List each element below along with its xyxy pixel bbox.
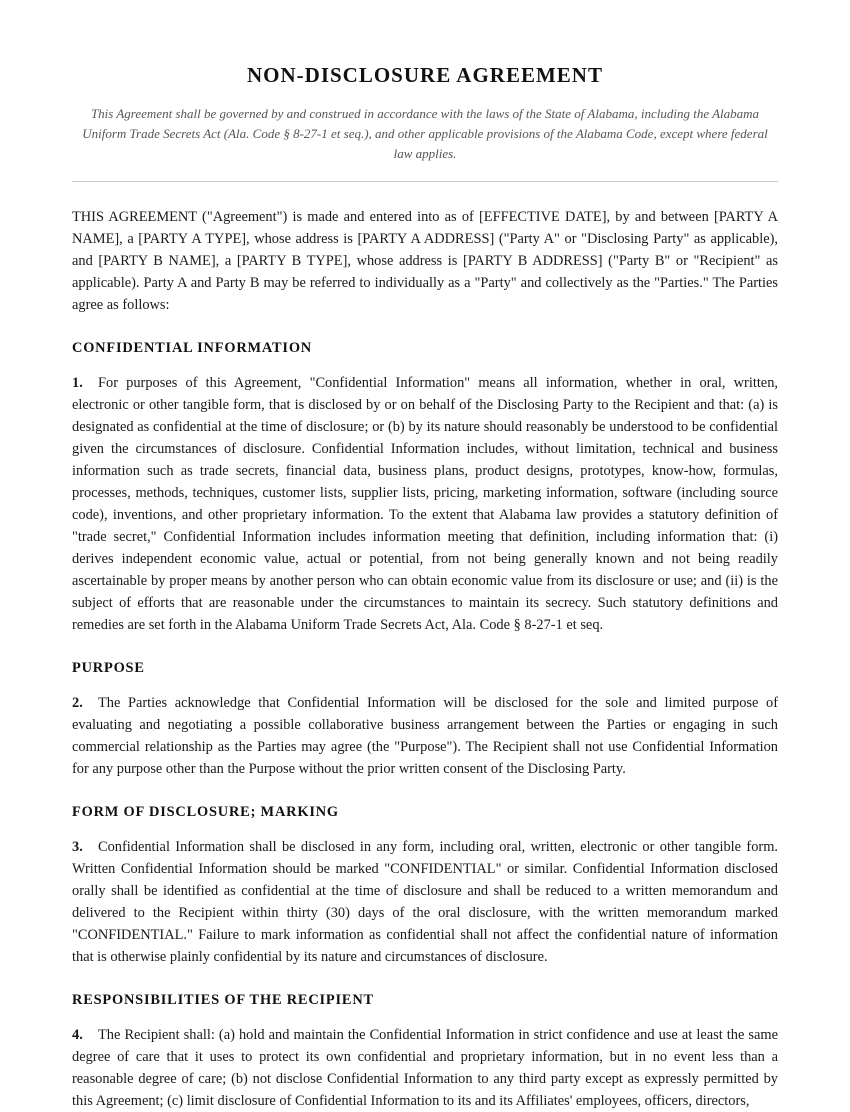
clause-text: The Parties acknowledge that Confidential Information will be disclosed for the sole and limited purpose of evaluating and negotiating a possible collaborative business arrangement between the Parties or engaging in such commercial relationship as the Parties may agree (the "Purpose"). The Recipient shall not use Confidential Information for any purpose other than the Purpose without the prior written consent of the Disclosing Party.	[72, 695, 778, 777]
section-heading: FORM OF DISCLOSURE; MARKING	[72, 804, 339, 820]
section-responsibilities	[72, 989, 778, 1112]
section-purpose	[72, 657, 778, 780]
document-page	[72, 0, 778, 1112]
clause-paragraph	[72, 1024, 778, 1112]
section-heading: PURPOSE	[72, 660, 145, 676]
clause-number: 4.	[72, 1027, 83, 1043]
document-title: NON-DISCLOSURE AGREEMENT	[247, 63, 603, 87]
clause-number: 2.	[72, 695, 83, 711]
clause-text: The Recipient shall: (a) hold and maintain the Confidential Information in strict confidence and use at least the same degree of care that it uses to protect its own confidential and proprietary information, but in no event less than a reasonable degree of care; (b) not disclose Confidential Information to any third party except as expressly permitted by this Agreement; (c) limit disclosure of Confidential Information to its and its Affiliates' employees, officers, directors,	[72, 1027, 778, 1109]
clause-text: Confidential Information shall be disclosed in any form, including oral, written, electronic or other tangible form. Written Confidential Information should be marked "CONFIDENTIAL" or similar. Confidential Information disclosed orally shall be identified as confidential at the time of disclosure and shall be reduced to a written memorandum and delivered to the Recipient within thirty (30) days of the oral disclosure, with the written memorandum marked "CONFIDENTIAL." Failure to mark information as confidential shall not affect the confidential nature of information that is otherwise plainly confidential by its nature and circumstances of disclosure.	[72, 839, 778, 965]
section-confidential-information	[72, 337, 778, 636]
clause-paragraph	[72, 692, 778, 780]
divider	[72, 181, 778, 182]
section-heading: RESPONSIBILITIES OF THE RECIPIENT	[72, 992, 374, 1008]
intro-paragraph: THIS AGREEMENT ("Agreement") is made and entered into as of [EFFECTIVE DATE], by and between [PARTY A NAME], a [PARTY A TYPE], whose address is [PARTY A ADDRESS] ("Party A" or "Disclosing Party" as applicable), and [PARTY B NAME], a [PARTY B TYPE], whose address is [PARTY B ADDRESS] ("Party B" or "Recipient" as applicable). Party A and Party B may be referred to individually as a "Party" and collectively as the "Parties." The Parties agree as follows:	[72, 209, 778, 313]
clause-number: 1.	[72, 375, 83, 391]
section-form-of-disclosure	[72, 801, 778, 968]
clause-paragraph	[72, 836, 778, 968]
clause-number: 3.	[72, 839, 83, 855]
section-heading: CONFIDENTIAL INFORMATION	[72, 340, 313, 356]
clause-text: For purposes of this Agreement, "Confidential Information" means all information, whether in oral, written, electronic or other tangible form, that is disclosed by or on behalf of the Disclosing Party to the Recipient and that: (a) is designated as confidential at the time of disclosure; or (b) by its nature should reasonably be understood to be confidential given the circumstances of disclosure. Confidential Information includes, without limitation, technical and business information such as trade secrets, financial data, business plans, product designs, prototypes, know-how, formulas, processes, methods, techniques, customer lists, supplier lists, pricing, marketing information, software (including source code), inventions, and other proprietary information. To the extent that Alabama law provides a statutory definition of "trade secret," Confidential Information includes information meeting that definition, including information that: (i) derives independent economic value, actual or potential, from not being generally known and not being readily ascertainable by proper means by another person who can obtain economic value from its disclosure or use; and (ii) is the subject of efforts that are reasonable under the circumstances to maintain its secrecy. Such statutory definitions and remedies are set forth in the Alabama Uniform Trade Secrets Act, Ala. Code § 8-27-1 et seq.	[72, 375, 778, 633]
governing-law-note: This Agreement shall be governed by and construed in accordance with the laws of the State of Alabama, including the Alabama Uniform Trade Secrets Act (Ala. Code § 8-27-1 et seq.), and other applicable provisions of the Alabama Code, except where federal law applies.	[82, 106, 768, 161]
clause-paragraph	[72, 372, 778, 636]
